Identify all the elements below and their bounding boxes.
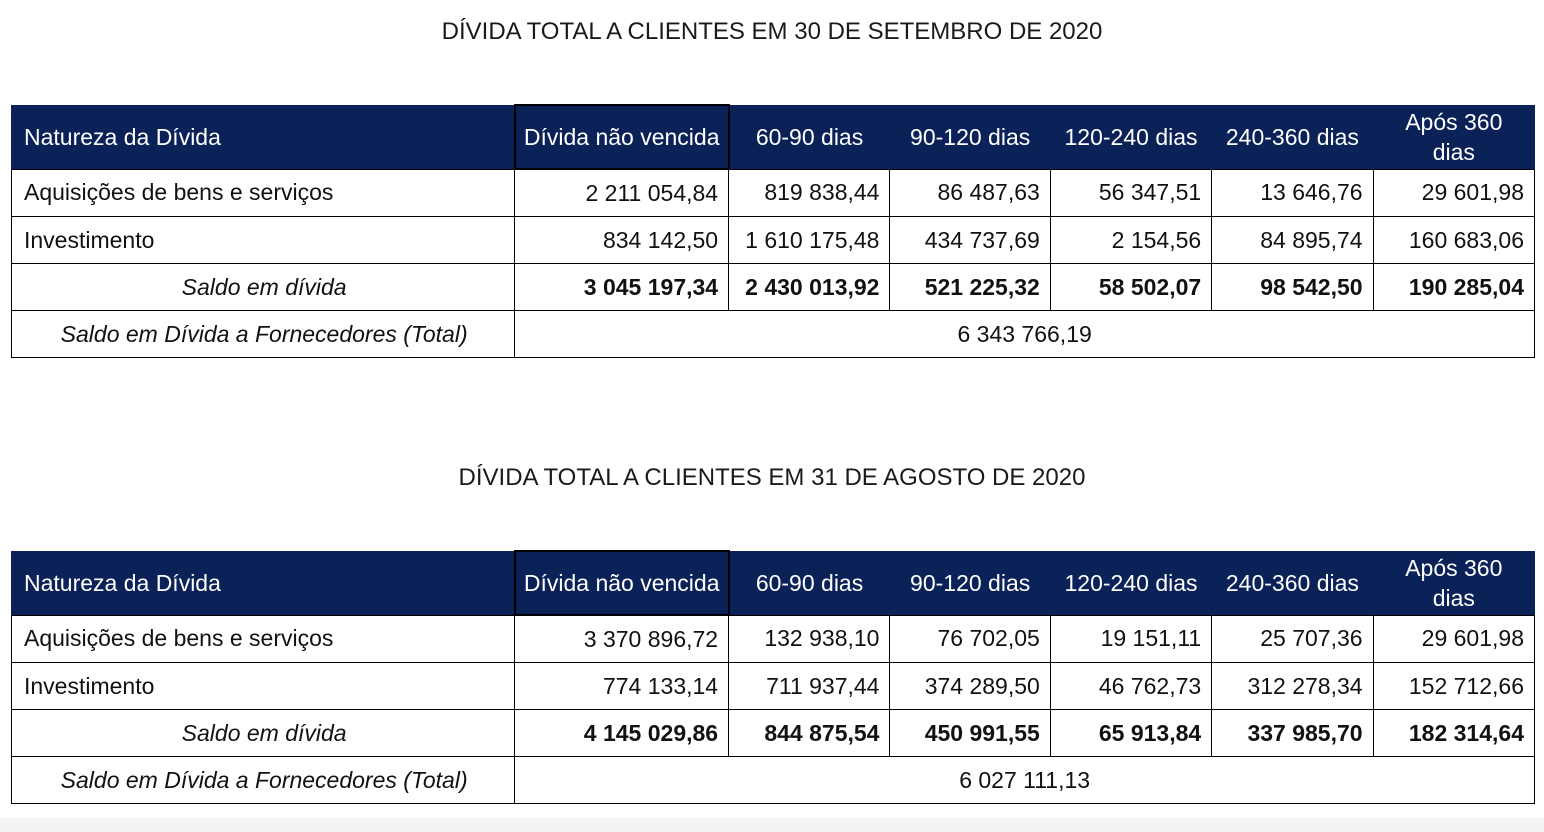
- table-cell: 434 737,69: [890, 217, 1050, 264]
- saldo-cell: 182 314,64: [1373, 710, 1534, 757]
- table-cell: 13 646,76: [1212, 169, 1373, 217]
- table-cell: 25 707,36: [1212, 615, 1373, 663]
- table-cell: 819 838,44: [729, 169, 890, 217]
- row-label: Investimento: [12, 217, 515, 264]
- header-cell: Natureza da Dívida: [12, 551, 515, 615]
- table-cell: 2 154,56: [1050, 217, 1211, 264]
- saldo-cell: 58 502,07: [1050, 264, 1211, 311]
- table-cell: 1 610 175,48: [729, 217, 890, 264]
- table-row: [12, 217, 1535, 264]
- table-cell: 84 895,74: [1212, 217, 1373, 264]
- debt-table-august: [11, 550, 1535, 804]
- table-row: [12, 169, 1535, 217]
- header-row: [12, 551, 1535, 615]
- header-cell: Dívida não vencida: [515, 105, 729, 169]
- header-cell: 90-120 dias: [890, 551, 1050, 615]
- table-cell: 56 347,51: [1050, 169, 1211, 217]
- table-cell: 160 683,06: [1373, 217, 1534, 264]
- table-cell: 76 702,05: [890, 615, 1050, 663]
- total-label: Saldo em Dívida a Fornecedores (Total): [12, 311, 515, 358]
- table-row: [12, 615, 1535, 663]
- header-cell: 240-360 dias: [1212, 551, 1373, 615]
- table-title: DÍVIDA TOTAL A CLIENTES EM 30 DE SETEMBRO DE 2020: [441, 18, 1103, 45]
- header-cell: 120-240 dias: [1050, 105, 1211, 169]
- saldo-cell: 98 542,50: [1212, 264, 1373, 311]
- header-cell: 90-120 dias: [890, 105, 1050, 169]
- header-cell: 60-90 dias: [729, 105, 890, 169]
- saldo-cell: 65 913,84: [1050, 710, 1211, 757]
- table-cell: 29 601,98: [1373, 615, 1534, 663]
- header-cell: 120-240 dias: [1050, 551, 1211, 615]
- saldo-label: Saldo em dívida: [12, 264, 515, 311]
- saldo-cell: 844 875,54: [729, 710, 890, 757]
- saldo-cell: 4 145 029,86: [515, 710, 729, 757]
- table-cell: 374 289,50: [890, 663, 1050, 710]
- saldo-row: [12, 264, 1535, 311]
- table-cell: 19 151,11: [1050, 615, 1211, 663]
- row-label: Aquisições de bens e serviços: [12, 615, 515, 663]
- saldo-cell: 337 985,70: [1212, 710, 1373, 757]
- bottom-bar: [0, 818, 1544, 832]
- saldo-cell: 521 225,32: [890, 264, 1050, 311]
- table-cell: 29 601,98: [1373, 169, 1534, 217]
- table-title: DÍVIDA TOTAL A CLIENTES EM 31 DE AGOSTO DE 2020: [458, 464, 1086, 491]
- saldo-cell: 190 285,04: [1373, 264, 1534, 311]
- header-cell: 240-360 dias: [1212, 105, 1373, 169]
- table-cell: 152 712,66: [1373, 663, 1534, 710]
- total-row: [12, 757, 1535, 804]
- header-cell: Após 360 dias: [1373, 551, 1534, 615]
- header-cell: Natureza da Dívida: [12, 105, 515, 169]
- total-value: 6 343 766,19: [515, 311, 1535, 358]
- table-cell: 132 938,10: [729, 615, 890, 663]
- row-label: Investimento: [12, 663, 515, 710]
- header-cell: 60-90 dias: [729, 551, 890, 615]
- total-row: [12, 311, 1535, 358]
- total-value: 6 027 111,13: [515, 757, 1535, 804]
- saldo-cell: 2 430 013,92: [729, 264, 890, 311]
- table-cell: 312 278,34: [1212, 663, 1373, 710]
- table-cell: 3 370 896,72: [515, 615, 729, 663]
- debt-table-september: [11, 104, 1535, 358]
- saldo-cell: 450 991,55: [890, 710, 1050, 757]
- header-row: [12, 105, 1535, 169]
- header-cell: Após 360 dias: [1373, 105, 1534, 169]
- row-label: Aquisições de bens e serviços: [12, 169, 515, 217]
- table-cell: 711 937,44: [729, 663, 890, 710]
- table-row: [12, 663, 1535, 710]
- saldo-row: [12, 710, 1535, 757]
- saldo-cell: 3 045 197,34: [515, 264, 729, 311]
- table-cell: 2 211 054,84: [515, 169, 729, 217]
- total-label: Saldo em Dívida a Fornecedores (Total): [12, 757, 515, 804]
- table-cell: 46 762,73: [1050, 663, 1211, 710]
- table-cell: 774 133,14: [515, 663, 729, 710]
- table-cell: 834 142,50: [515, 217, 729, 264]
- saldo-label: Saldo em dívida: [12, 710, 515, 757]
- header-cell: Dívida não vencida: [515, 551, 729, 615]
- table-cell: 86 487,63: [890, 169, 1050, 217]
